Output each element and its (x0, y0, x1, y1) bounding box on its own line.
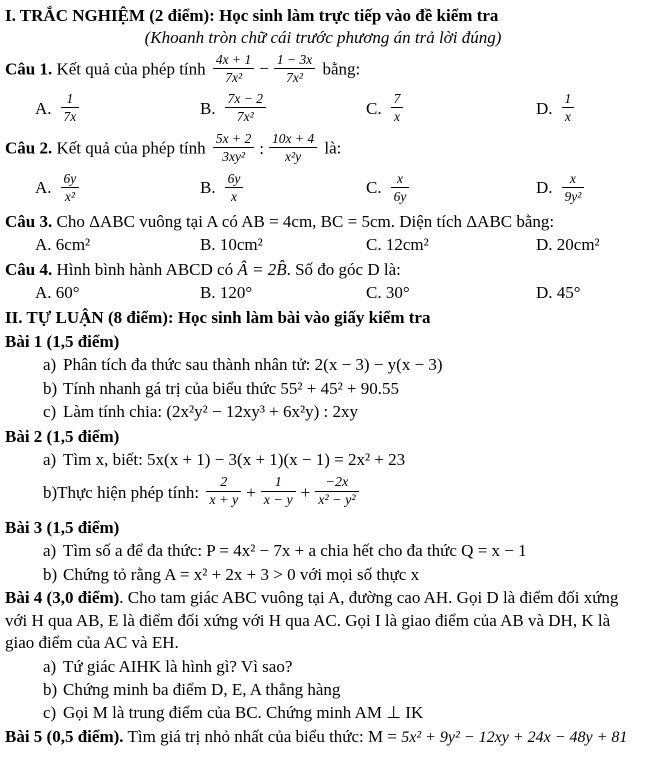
answer-letter: A. (35, 98, 52, 118)
fraction-numerator: 6y (225, 171, 244, 188)
question-3-answers (5, 234, 641, 256)
fraction (274, 52, 315, 85)
fraction (315, 475, 358, 509)
item-marker: a) (43, 355, 57, 375)
item-marker: c) (43, 703, 57, 723)
item-marker: b) (43, 564, 58, 584)
fraction (61, 171, 80, 204)
fraction-numerator: 10x + 4 (269, 131, 317, 148)
question-1-answers (5, 93, 641, 126)
answer-option (35, 170, 200, 206)
fraction (225, 91, 266, 124)
section1-title: I. TRẮC NGHIỆM (2 điểm): Học sinh làm trực tiếp vào đề kiểm tra (5, 6, 499, 25)
answer-option: A. 60° (35, 283, 80, 303)
answer-letter: B. (200, 98, 216, 118)
answer-option: C. 12cm² (366, 235, 429, 255)
fraction (213, 131, 254, 164)
item-text: Gọi M là trung điểm của BC. Chứng minh AM ⊥ IK (63, 703, 424, 723)
list-item (5, 564, 641, 586)
question-1 (5, 52, 641, 89)
exercise-4-label: Bài 4 (3,0 điểm) (5, 588, 120, 608)
list-item (5, 656, 641, 678)
item-marker: a) (43, 656, 57, 676)
exercise-5-label: Bài 5 (0,5 điểm). (5, 726, 124, 746)
answer-option: C. 30° (366, 283, 410, 303)
answer-option (536, 170, 641, 206)
answer-option: D. 20cm² (536, 235, 600, 255)
question-4-answers (5, 282, 641, 304)
item-marker: a) (43, 541, 57, 561)
question-4 (5, 259, 641, 281)
list-item (5, 378, 641, 400)
answer-option: B. 10cm² (200, 235, 263, 255)
fraction-numerator: 6y (61, 171, 80, 188)
fraction-denominator: x² (64, 188, 75, 204)
answer-option: D. 45° (536, 283, 581, 303)
item-text: Tìm số a để đa thức: P = 4x² − 7x + a chia hết cho đa thức Q = x − 1 (63, 541, 527, 561)
fraction-denominator: 7x (63, 109, 77, 125)
question-text: Cho ΔABC vuông tại A có AB = 4cm, BC = 5cm. Diện tích ΔABC bằng: (56, 211, 555, 231)
fraction-numerator: 1 (61, 91, 80, 108)
question-label: Câu 2. (5, 138, 53, 158)
fraction-numerator: 2 (206, 475, 241, 493)
list-item (5, 449, 641, 471)
answer-option: B. 120° (200, 283, 253, 303)
answer-option (536, 93, 641, 126)
item-marker: a) (43, 450, 57, 470)
exercise-1-heading: Bài 1 (1,5 điểm) (5, 331, 120, 351)
fraction-numerator: 1 (562, 91, 575, 108)
fraction (206, 475, 241, 509)
question-2 (5, 131, 641, 168)
fraction-denominator: x²y (285, 149, 302, 165)
question-text: là: (324, 138, 342, 158)
question-text: bằng: (322, 59, 361, 79)
fraction-denominator: 6y (393, 188, 407, 204)
answer-letter: C. (366, 98, 382, 118)
section1-subtitle: (Khoanh tròn chữ cái trước phương án trả lời đúng) (144, 28, 502, 48)
question-text: Hình bình hành ABCD có (56, 259, 234, 279)
question-text: Kết quả của phép tính (56, 59, 206, 79)
item-text: Tứ giác AIHK là hình gì? Vì sao? (63, 656, 293, 676)
item-text: Thực hiện phép tính: (57, 482, 200, 502)
list-item (5, 354, 641, 376)
fraction-numerator: 7 (391, 91, 404, 108)
fraction-denominator: 9y² (564, 188, 582, 204)
answer-option (200, 170, 366, 206)
question-text: . Số đo góc D là: (286, 259, 401, 279)
item-text: Làm tính chia: (2x²y² − 12xy³ + 6x²y) : 2xy (63, 402, 358, 422)
item-text: Tìm x, biết: 5x(x + 1) − 3(x + 1)(x − 1) = 2x² + 23 (63, 450, 406, 470)
operator: + (246, 482, 256, 502)
exercise-5 (5, 726, 641, 748)
answer-option (366, 170, 536, 206)
item-marker: b) (43, 378, 58, 398)
list-item (5, 540, 641, 562)
fraction-denominator: x + y (209, 493, 239, 509)
question-2-answers (5, 170, 641, 206)
fraction (562, 171, 585, 204)
fraction-denominator: 7x² (236, 109, 254, 125)
answer-option (35, 93, 200, 126)
item-text: Tính nhanh gá trị của biểu thức 55² + 45² + 90.55 (63, 378, 400, 398)
fraction-denominator: 3xy² (222, 149, 245, 165)
fraction-numerator: 7x − 2 (225, 91, 266, 108)
fraction-numerator: 4x + 1 (213, 52, 254, 69)
item-text: Chứng tỏ rằng A = x² + 2x + 3 > 0 với mọi số thực x (63, 564, 420, 584)
operator: : (259, 138, 265, 158)
fraction (391, 91, 404, 124)
fraction-denominator: x (393, 109, 400, 125)
answer-option (366, 93, 536, 126)
fraction (225, 171, 244, 204)
answer-option: A. 6cm² (35, 235, 91, 255)
fraction-denominator: 7x² (225, 69, 242, 85)
operator: − (259, 59, 269, 79)
answer-letter: A. (35, 178, 52, 198)
fraction-numerator: x (562, 171, 585, 188)
operator: + (300, 482, 311, 502)
list-item (5, 702, 641, 724)
fraction (391, 171, 410, 204)
exercise-4-text: . Cho tam giác ABC vuông tại A, đường cao AH. Gọi D là điểm đối xứng với H qua AB, E là điểm đối xứng với H qua AC. Gọi I là giao điểm của AB và DH, K là giao điểm của AC và EH. (5, 588, 619, 653)
fraction (61, 91, 80, 124)
item-text: Phân tích đa thức sau thành nhân tử: 2(x − 3) − y(x − 3) (63, 355, 443, 375)
fraction-denominator: x² − y² (318, 493, 356, 509)
fraction (269, 131, 317, 164)
math-expression: Â = 2B̂ (237, 259, 287, 279)
fraction-numerator: 5x + 2 (213, 131, 254, 148)
fraction (213, 52, 254, 85)
item-marker: b) (43, 679, 58, 699)
fraction (261, 475, 296, 509)
item-marker: c) (43, 402, 57, 422)
answer-letter: C. (366, 178, 382, 198)
fraction-numerator: −2x (315, 475, 358, 493)
fraction-numerator: 1 − 3x (274, 52, 315, 69)
fraction (562, 91, 575, 124)
fraction-denominator: x − y (263, 493, 293, 509)
question-label: Câu 4. (5, 259, 53, 279)
answer-letter: B. (200, 178, 216, 198)
answer-letter: D. (536, 178, 553, 198)
answer-option (200, 93, 366, 126)
list-item (5, 679, 641, 701)
question-label: Câu 3. (5, 211, 53, 231)
question-3 (5, 211, 641, 233)
fraction-numerator: 1 (261, 475, 296, 493)
fraction-denominator: x (230, 188, 237, 204)
item-text: Chứng minh ba điểm D, E, A thẳng hàng (63, 679, 341, 699)
fraction-denominator: x (564, 109, 571, 125)
answer-letter: D. (536, 98, 553, 118)
fraction-numerator: x (391, 171, 410, 188)
fraction-denominator: 7x² (286, 69, 303, 85)
item-marker: b) (43, 482, 58, 502)
math-expression: 5x² + 9y² − 12xy + 24x − 48y + 81 (401, 728, 628, 746)
section2-title: II. TỰ LUẬN (8 điểm): Học sinh làm bài vào giấy kiểm tra (5, 307, 431, 327)
question-text: Kết quả của phép tính (56, 138, 206, 158)
list-item (5, 401, 641, 423)
question-label: Câu 1. (5, 59, 53, 79)
exercise-4-intro (5, 587, 641, 654)
exercise-2-heading: Bài 2 (1,5 điểm) (5, 426, 120, 446)
list-item (5, 475, 641, 513)
exercise-5-text: Tìm giá trị nhỏ nhất của biểu thức: M = (127, 726, 397, 746)
exercise-3-heading: Bài 3 (1,5 điểm) (5, 517, 120, 537)
